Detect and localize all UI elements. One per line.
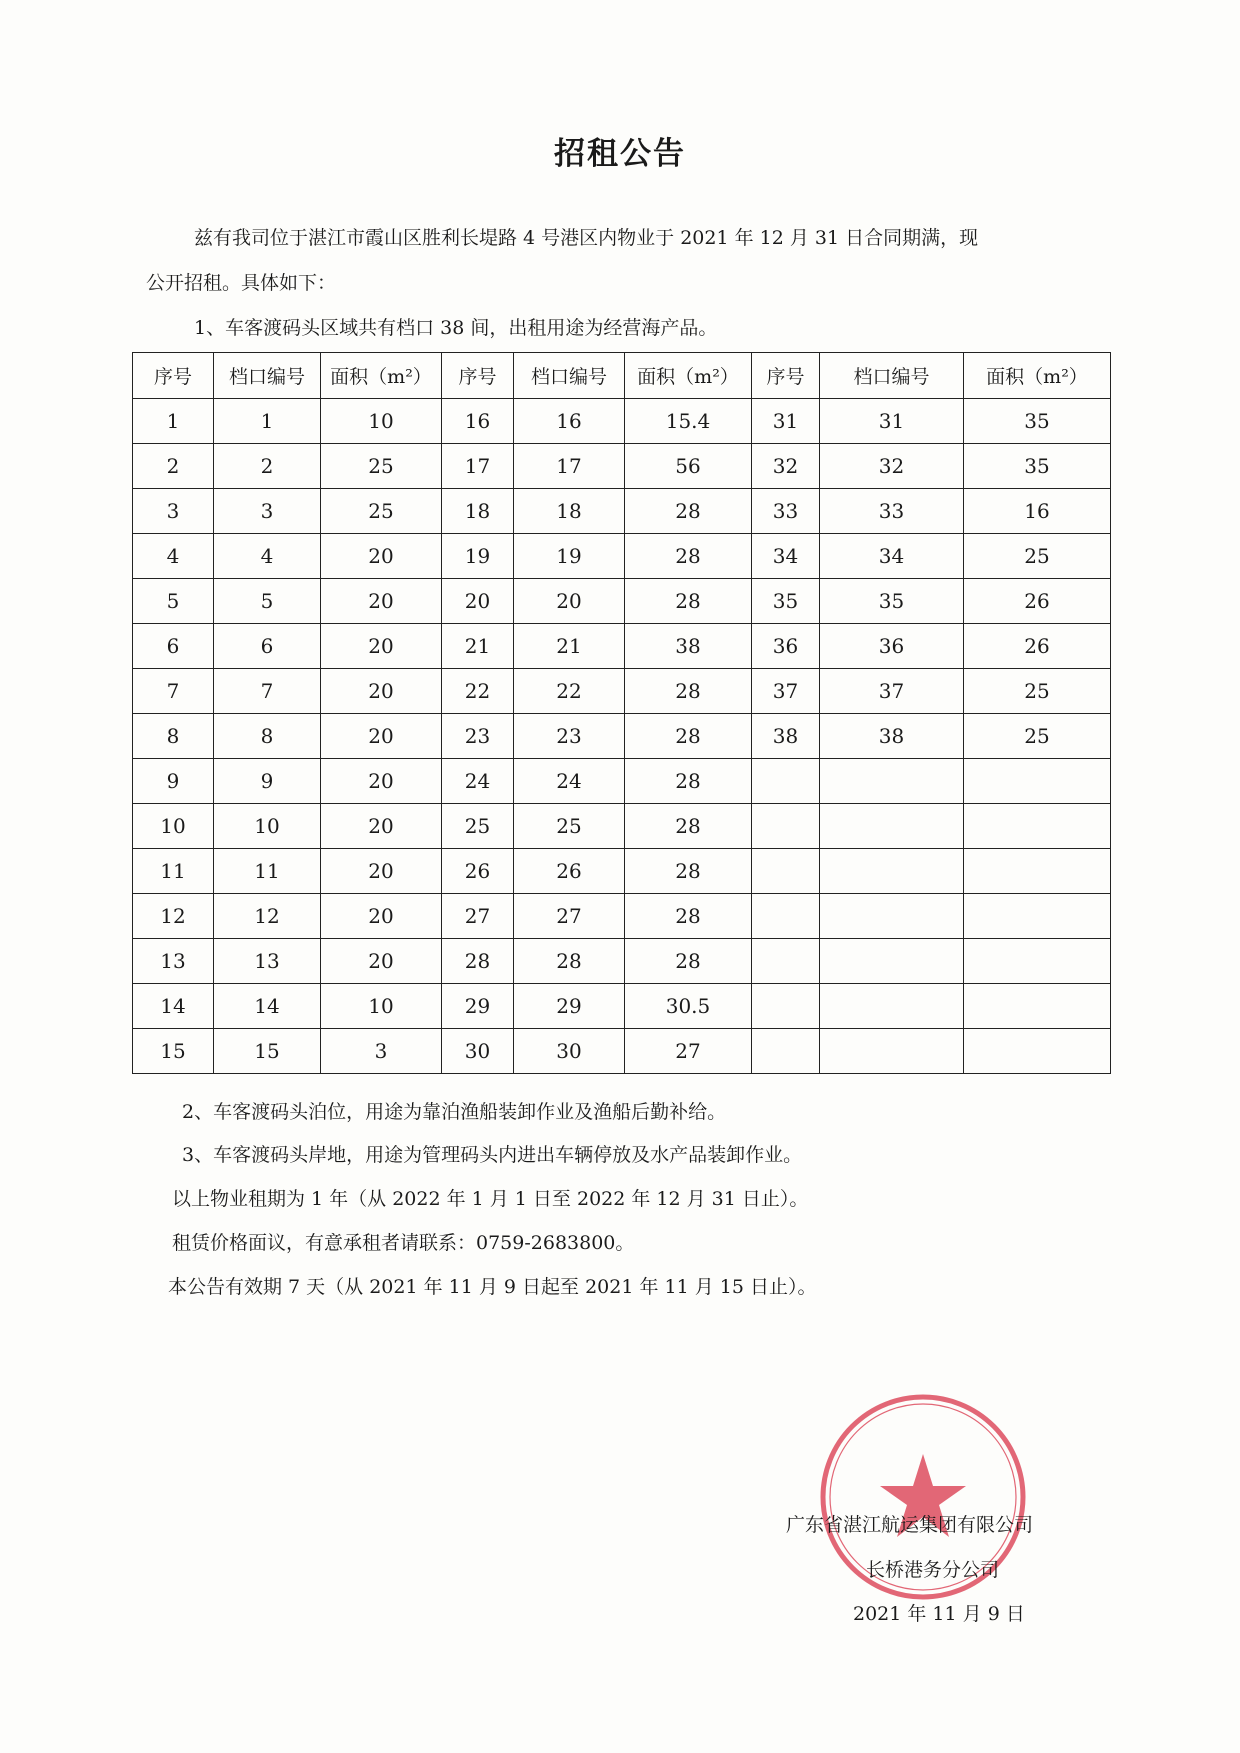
table-cell: 20 bbox=[321, 579, 442, 624]
table-cell: 10 bbox=[321, 984, 442, 1029]
table-cell: 22 bbox=[442, 669, 514, 714]
table-cell: 12 bbox=[214, 894, 321, 939]
table-cell: 29 bbox=[442, 984, 514, 1029]
contact-info: 租赁价格面议，有意承租者请联系：0759-2683800。 bbox=[172, 1232, 635, 1254]
table-cell: 6 bbox=[214, 624, 321, 669]
table-cell: 9 bbox=[214, 759, 321, 804]
table-cell: 14 bbox=[214, 984, 321, 1029]
table-cell: 36 bbox=[752, 624, 820, 669]
table-cell: 26 bbox=[514, 849, 625, 894]
table-cell: 30 bbox=[514, 1029, 625, 1074]
table-cell: 16 bbox=[442, 399, 514, 444]
table-cell: 31 bbox=[752, 399, 820, 444]
table-cell bbox=[752, 759, 820, 804]
table-cell: 16 bbox=[964, 489, 1111, 534]
table-cell: 14 bbox=[133, 984, 214, 1029]
table-cell: 20 bbox=[321, 669, 442, 714]
table-cell: 3 bbox=[321, 1029, 442, 1074]
table-cell: 22 bbox=[514, 669, 625, 714]
table-cell: 27 bbox=[625, 1029, 752, 1074]
table-cell: 33 bbox=[752, 489, 820, 534]
table-cell: 8 bbox=[214, 714, 321, 759]
table-row bbox=[133, 849, 1111, 894]
item-1: 1、车客渡码头区域共有档口 38 间，出租用途为经营海产品。 bbox=[194, 317, 718, 339]
table-cell bbox=[820, 894, 964, 939]
table-cell: 28 bbox=[625, 804, 752, 849]
table-cell: 20 bbox=[321, 804, 442, 849]
table-cell: 37 bbox=[752, 669, 820, 714]
table-row bbox=[133, 669, 1111, 714]
page-title: 招租公告 bbox=[554, 136, 686, 172]
table-cell: 8 bbox=[133, 714, 214, 759]
table-cell: 19 bbox=[442, 534, 514, 579]
table-cell: 32 bbox=[820, 444, 964, 489]
table-row bbox=[133, 399, 1111, 444]
table-cell: 3 bbox=[133, 489, 214, 534]
table-cell: 5 bbox=[133, 579, 214, 624]
table-cell: 15.4 bbox=[625, 399, 752, 444]
table-cell: 3 bbox=[214, 489, 321, 534]
table-cell: 29 bbox=[514, 984, 625, 1029]
table-cell: 34 bbox=[752, 534, 820, 579]
column-header: 档口编号 bbox=[514, 353, 625, 399]
signature-date: 2021 年 11 月 9 日 bbox=[853, 1603, 1025, 1625]
table-cell: 21 bbox=[514, 624, 625, 669]
table-row bbox=[133, 444, 1111, 489]
column-header: 档口编号 bbox=[820, 353, 964, 399]
column-header: 面积（m²） bbox=[625, 353, 752, 399]
table-cell: 20 bbox=[321, 849, 442, 894]
column-header: 面积（m²） bbox=[321, 353, 442, 399]
table-cell bbox=[820, 939, 964, 984]
table-cell: 19 bbox=[514, 534, 625, 579]
table-cell: 18 bbox=[442, 489, 514, 534]
table-cell bbox=[820, 1029, 964, 1074]
table-cell bbox=[752, 804, 820, 849]
table-cell: 38 bbox=[820, 714, 964, 759]
table-cell: 35 bbox=[820, 579, 964, 624]
table-cell: 28 bbox=[625, 759, 752, 804]
table-cell: 34 bbox=[820, 534, 964, 579]
table-cell: 2 bbox=[133, 444, 214, 489]
table-cell: 23 bbox=[442, 714, 514, 759]
table-cell: 20 bbox=[321, 894, 442, 939]
table-cell: 20 bbox=[321, 714, 442, 759]
table-cell bbox=[964, 759, 1111, 804]
table-cell bbox=[752, 984, 820, 1029]
column-header: 序号 bbox=[133, 353, 214, 399]
table-cell: 17 bbox=[514, 444, 625, 489]
table-cell: 12 bbox=[133, 894, 214, 939]
table-cell: 26 bbox=[442, 849, 514, 894]
table-cell: 1 bbox=[133, 399, 214, 444]
table-cell: 28 bbox=[625, 489, 752, 534]
table-cell: 11 bbox=[214, 849, 321, 894]
table-cell bbox=[964, 894, 1111, 939]
table-cell: 13 bbox=[133, 939, 214, 984]
table-cell: 25 bbox=[442, 804, 514, 849]
table-cell bbox=[964, 1029, 1111, 1074]
table-cell: 10 bbox=[321, 399, 442, 444]
table-cell: 9 bbox=[133, 759, 214, 804]
table-row bbox=[133, 984, 1111, 1029]
table-row bbox=[133, 939, 1111, 984]
item-3: 3、车客渡码头岸地，用途为管理码头内进出车辆停放及水产品装卸作业。 bbox=[182, 1144, 803, 1166]
table-cell: 10 bbox=[133, 804, 214, 849]
table-cell: 25 bbox=[321, 444, 442, 489]
table-cell: 24 bbox=[442, 759, 514, 804]
table-cell bbox=[820, 804, 964, 849]
table-row bbox=[133, 624, 1111, 669]
validity-period: 本公告有效期 7 天（从 2021 年 11 月 9 日起至 2021 年 11 月 15 日止）。 bbox=[168, 1276, 817, 1298]
table-cell: 28 bbox=[625, 534, 752, 579]
table-cell: 35 bbox=[752, 579, 820, 624]
table-cell: 30.5 bbox=[625, 984, 752, 1029]
table-cell bbox=[752, 939, 820, 984]
table-cell: 2 bbox=[214, 444, 321, 489]
table-cell bbox=[820, 984, 964, 1029]
table-cell: 4 bbox=[214, 534, 321, 579]
intro-paragraph: 兹有我司位于湛江市霞山区胜利长堤路 4 号港区内物业于 2021 年 12 月 31 日合同期满，现 bbox=[194, 227, 979, 249]
table-cell bbox=[820, 849, 964, 894]
table-cell: 28 bbox=[625, 939, 752, 984]
table-row bbox=[133, 534, 1111, 579]
table-cell: 25 bbox=[321, 489, 442, 534]
table-cell: 28 bbox=[625, 894, 752, 939]
table-cell: 30 bbox=[442, 1029, 514, 1074]
intro-paragraph-cont: 公开招租。具体如下： bbox=[146, 272, 337, 294]
table-row bbox=[133, 804, 1111, 849]
table-cell: 36 bbox=[820, 624, 964, 669]
table-cell: 31 bbox=[820, 399, 964, 444]
table-cell: 6 bbox=[133, 624, 214, 669]
table-cell: 28 bbox=[514, 939, 625, 984]
table-cell: 25 bbox=[514, 804, 625, 849]
table-cell: 38 bbox=[625, 624, 752, 669]
table-cell: 20 bbox=[514, 579, 625, 624]
table-cell bbox=[752, 894, 820, 939]
table-cell bbox=[752, 1029, 820, 1074]
table-cell: 56 bbox=[625, 444, 752, 489]
table-cell: 13 bbox=[214, 939, 321, 984]
column-header: 序号 bbox=[752, 353, 820, 399]
column-header: 序号 bbox=[442, 353, 514, 399]
table-row bbox=[133, 759, 1111, 804]
table-cell: 1 bbox=[214, 399, 321, 444]
column-header: 面积（m²） bbox=[964, 353, 1111, 399]
table-cell: 10 bbox=[214, 804, 321, 849]
table-cell bbox=[964, 984, 1111, 1029]
table-cell: 15 bbox=[214, 1029, 321, 1074]
table-cell: 28 bbox=[625, 714, 752, 759]
table-row bbox=[133, 579, 1111, 624]
table-cell: 25 bbox=[964, 714, 1111, 759]
table-row bbox=[133, 714, 1111, 759]
table-cell: 4 bbox=[133, 534, 214, 579]
table-cell: 27 bbox=[514, 894, 625, 939]
table-cell: 20 bbox=[321, 534, 442, 579]
table-row bbox=[133, 894, 1111, 939]
table-cell: 16 bbox=[514, 399, 625, 444]
item-2: 2、车客渡码头泊位，用途为靠泊渔船装卸作业及渔船后勤补给。 bbox=[182, 1101, 727, 1123]
table-cell: 33 bbox=[820, 489, 964, 534]
table-cell: 21 bbox=[442, 624, 514, 669]
table-cell: 35 bbox=[964, 399, 1111, 444]
table-cell: 32 bbox=[752, 444, 820, 489]
table-cell: 18 bbox=[514, 489, 625, 534]
table-cell: 35 bbox=[964, 444, 1111, 489]
table-cell: 37 bbox=[820, 669, 964, 714]
signature-company: 广东省湛江航运集团有限公司 bbox=[786, 1514, 1034, 1536]
lease-term: 以上物业租期为 1 年（从 2022 年 1 月 1 日至 2022 年 12 月 31 日止）。 bbox=[172, 1188, 809, 1210]
table-cell: 27 bbox=[442, 894, 514, 939]
table-cell: 7 bbox=[214, 669, 321, 714]
table-cell: 5 bbox=[214, 579, 321, 624]
table-cell bbox=[820, 759, 964, 804]
table-row bbox=[133, 1029, 1111, 1074]
table-cell: 20 bbox=[321, 759, 442, 804]
table-cell: 17 bbox=[442, 444, 514, 489]
table-cell bbox=[964, 849, 1111, 894]
table-cell: 20 bbox=[321, 624, 442, 669]
column-header: 档口编号 bbox=[214, 353, 321, 399]
table-cell bbox=[964, 939, 1111, 984]
stall-table bbox=[132, 352, 1111, 1074]
table-cell: 25 bbox=[964, 534, 1111, 579]
table-header-row bbox=[133, 353, 1111, 399]
table-cell: 26 bbox=[964, 579, 1111, 624]
table-row bbox=[133, 489, 1111, 534]
table-cell: 23 bbox=[514, 714, 625, 759]
signature-branch: 长桥港务分公司 bbox=[866, 1559, 1000, 1581]
table-cell: 38 bbox=[752, 714, 820, 759]
table-cell: 20 bbox=[321, 939, 442, 984]
table-cell: 26 bbox=[964, 624, 1111, 669]
table-cell: 28 bbox=[625, 849, 752, 894]
table-cell: 25 bbox=[964, 669, 1111, 714]
table-cell: 7 bbox=[133, 669, 214, 714]
table-cell: 15 bbox=[133, 1029, 214, 1074]
table-cell: 11 bbox=[133, 849, 214, 894]
table-cell: 20 bbox=[442, 579, 514, 624]
table-cell: 24 bbox=[514, 759, 625, 804]
table-cell bbox=[964, 804, 1111, 849]
table-cell bbox=[752, 849, 820, 894]
table-cell: 28 bbox=[625, 669, 752, 714]
table-cell: 28 bbox=[625, 579, 752, 624]
table-cell: 28 bbox=[442, 939, 514, 984]
